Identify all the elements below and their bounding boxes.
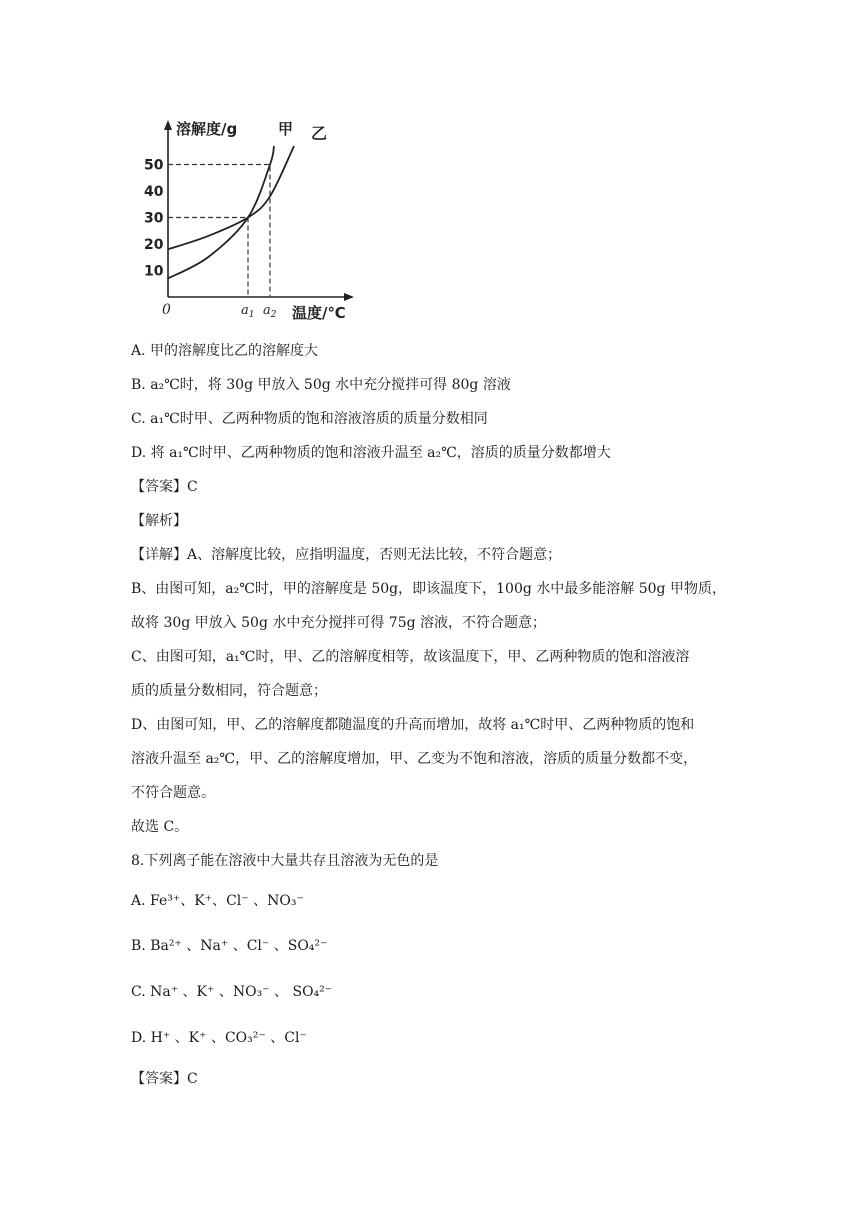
q8-option-a: A. Fe³⁺、K⁺、Cl⁻ 、NO₃⁻	[131, 893, 304, 909]
q7-option-b: B. a₂℃时，将 30g 甲放入 50g 水中充分搅拌可得 80g 溶液	[131, 377, 511, 393]
series-jia-line	[168, 146, 274, 279]
y-tick-label: 40	[144, 184, 164, 200]
q7-detail-line: 溶液升温至 a₂℃，甲、乙的溶解度增加，甲、乙变为不饱和溶液，溶质的质量分数都不变，	[131, 751, 698, 767]
q7-detail-line: B、由图可知，a₂℃时，甲的溶解度是 50g，即该温度下，100g 水中最多能溶解 50g 甲物质，	[131, 581, 726, 597]
q7-detail-line: D、由图可知，甲、乙的溶解度都随温度的升高而增加，故将 a₁℃时甲、乙两种物质的饱和	[131, 717, 695, 733]
y-axis-label: 溶解度/g	[176, 120, 238, 138]
solubility-chart	[140, 110, 360, 325]
q7-detail-line: 不符合题意。	[131, 785, 215, 801]
q7-option-d: D. 将 a₁℃时甲、乙两种物质的饱和溶液升温至 a₂℃，溶质的质量分数都增大	[131, 445, 611, 461]
x-tick-label: $a_1$	[241, 303, 255, 320]
y-tick-label: 50	[144, 157, 164, 174]
origin-label: 0	[162, 302, 171, 318]
q8-question: 8.下列离子能在溶液中大量共存且溶液为无色的是	[131, 853, 439, 869]
series-yi-label: 乙	[311, 124, 328, 143]
q8-option-d: D. H⁺ 、K⁺ 、CO₃²⁻ 、Cl⁻	[131, 1030, 307, 1046]
series-yi-line	[168, 146, 294, 249]
q7-option-c: C. a₁℃时甲、乙两种物质的饱和溶液溶质的质量分数相同	[131, 411, 488, 427]
q7-conclusion: 故选 C。	[131, 819, 189, 835]
x-tick-label: $a_2$	[263, 303, 277, 320]
q7-analysis-label: 【解析】	[131, 513, 187, 529]
y-tick-label: 30	[144, 210, 164, 227]
q7-detail-line: 【详解】A、溶解度比较，应指明温度，否则无法比较，不符合题意；	[131, 547, 562, 563]
y-axis-arrow	[164, 120, 172, 130]
q7-answer: 【答案】C	[131, 479, 198, 495]
q8-option-b: B. Ba²⁺ 、Na⁺ 、Cl⁻ 、SO₄²⁻	[131, 938, 328, 954]
q7-detail-line: C、由图可知，a₁℃时，甲、乙的溶解度相等，故该温度下，甲、乙两种物质的饱和溶液溶	[131, 649, 690, 665]
x-axis-label: 温度/℃	[292, 304, 346, 322]
y-tick-label: 10	[144, 263, 164, 280]
series-jia-label: 甲	[278, 120, 294, 138]
q8-option-c: C. Na⁺ 、K⁺ 、NO₃⁻ 、 SO₄²⁻	[131, 984, 333, 1000]
q7-detail-line: 质的质量分数相同，符合题意；	[131, 683, 327, 699]
x-axis-arrow	[344, 293, 354, 301]
q7-option-a: A. 甲的溶解度比乙的溶解度大	[131, 343, 319, 359]
y-tick-label: 20	[144, 237, 164, 253]
q7-detail-line: 故将 30g 甲放入 50g 水中充分搅拌可得 75g 溶液，不符合题意；	[131, 615, 547, 631]
q8-answer: 【答案】C	[131, 1071, 198, 1087]
